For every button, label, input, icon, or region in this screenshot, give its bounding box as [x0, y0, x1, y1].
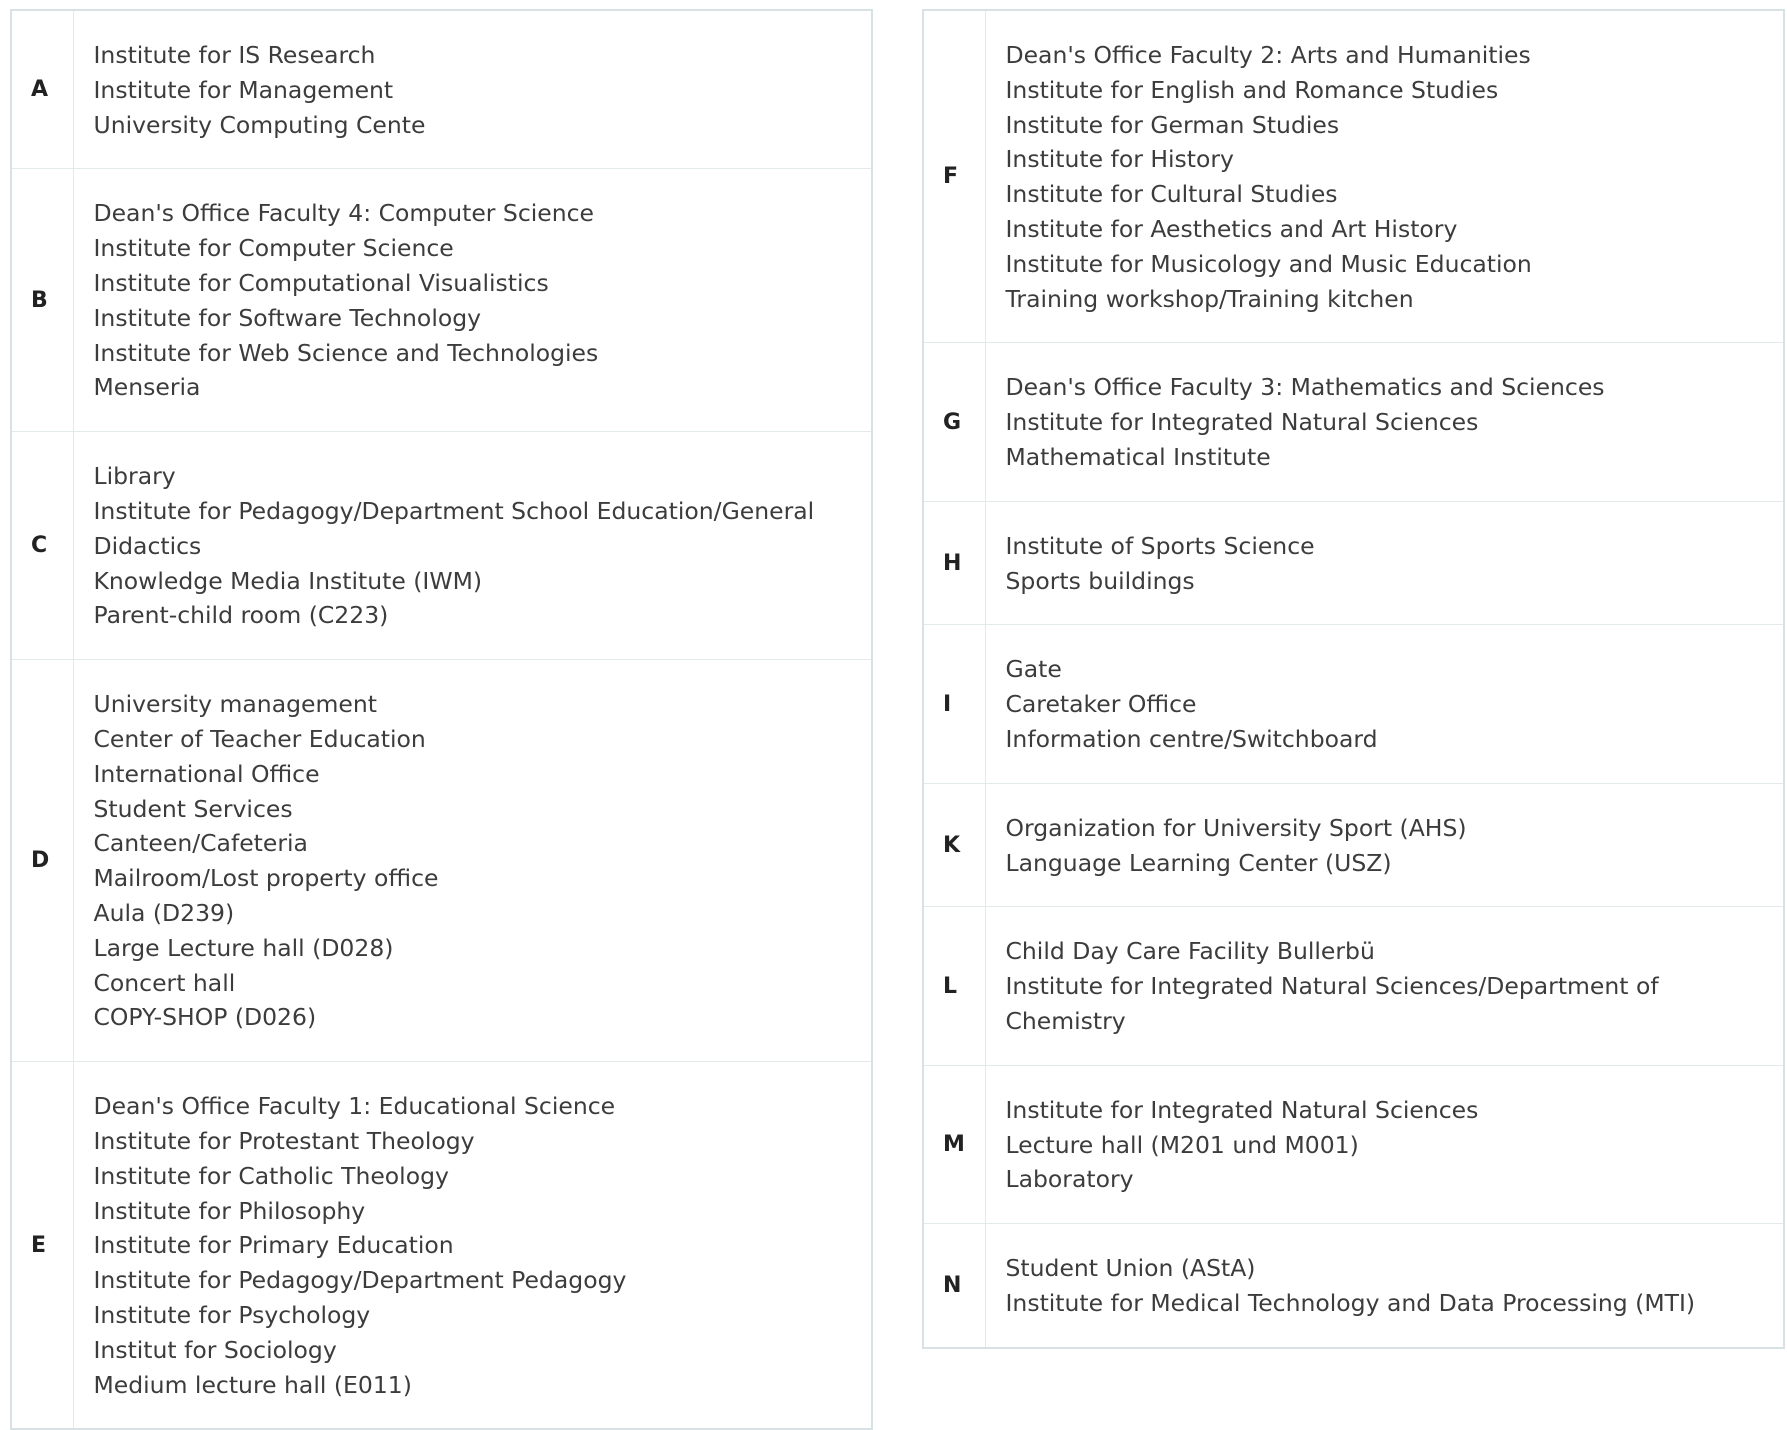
facility-item: Institute for English and Romance Studies [1005, 75, 1499, 104]
facility-item: Institute for Computer Science [93, 234, 454, 263]
facility-item: Student Union (AStA) [1005, 1254, 1256, 1283]
facility-item: Aula (D239) [93, 898, 235, 927]
building-facilities [73, 660, 872, 1062]
facility-item: Institute for Aesthetics and Art History [1005, 214, 1458, 243]
building-row-g [923, 343, 1784, 501]
facility-item: Canteen/Cafeteria [93, 829, 308, 858]
facility-item: Institute for German Studies [1005, 110, 1340, 139]
facility-item: Institute for History [1005, 145, 1234, 174]
building-letter: G [923, 343, 985, 501]
facility-item: Institute for Integrated Natural Sciences [1005, 408, 1479, 437]
building-facilities [73, 432, 872, 660]
building-facilities [73, 10, 872, 169]
building-rows-left [11, 10, 872, 1429]
facility-item: Institute for Management [93, 75, 394, 104]
facility-item: Caretaker Office [1005, 690, 1197, 719]
building-row-a [11, 10, 872, 169]
facility-item: Institute for Web Science and Technologies [93, 338, 599, 367]
facility-item: Center of Teacher Education [93, 724, 426, 753]
facility-item: Mailroom/Lost property office [93, 864, 439, 893]
building-facilities [985, 343, 1784, 501]
facility-item: Student Services [93, 794, 293, 823]
facility-item: Language Learning Center (USZ) [1005, 848, 1392, 877]
facility-item: Information centre/Switchboard [1005, 724, 1378, 753]
building-facilities [985, 10, 1784, 343]
facility-item: Sports buildings [1005, 566, 1195, 595]
facility-item: COPY-SHOP (D026) [93, 1003, 317, 1032]
building-facilities [985, 783, 1784, 907]
facility-item: Institute for Medical Technology and Data Processing (MTI) [1005, 1288, 1696, 1317]
facility-item: Library [93, 462, 176, 491]
building-rows-right [923, 10, 1784, 1348]
facility-item: Large Lecture hall (D028) [93, 933, 394, 962]
building-facilities [985, 625, 1784, 783]
building-letter: C [11, 432, 73, 660]
facility-item: Dean's Office Faculty 4: Computer Science [93, 199, 595, 228]
building-facilities [985, 907, 1784, 1065]
building-letter: H [923, 501, 985, 625]
facility-item: Organization for University Sport (AHS) [1005, 813, 1467, 842]
facility-item: Institute for Primary Education [93, 1231, 454, 1260]
facility-item: Institut for Sociology [93, 1335, 337, 1364]
facility-item: Institute for Software Technology [93, 303, 482, 332]
facility-item: Concert hall [93, 968, 236, 997]
building-letter: A [11, 10, 73, 169]
facility-item: Institute for IS Research [93, 41, 376, 69]
facility-item: International Office [93, 759, 320, 788]
facility-item: Institute for Integrated Natural Sciences/Department of Chemistry [1005, 972, 1659, 1035]
building-row-h [923, 501, 1784, 625]
facility-item: Parent-child room (C223) [93, 601, 389, 630]
facility-item: Mathematical Institute [1005, 442, 1271, 471]
facility-item: Institute for Musicology and Music Education [1005, 249, 1532, 278]
building-row-b [11, 169, 872, 432]
building-letter: L [923, 907, 985, 1065]
facility-item: Institute for Psychology [93, 1300, 371, 1329]
facility-item: Institute of Sports Science [1005, 531, 1315, 560]
facility-item: Institute for Computational Visualistics [93, 268, 549, 297]
facility-item: Lecture hall (M201 und M001) [1005, 1130, 1359, 1159]
facility-item: Menseria [93, 373, 201, 402]
facility-item: Institute for Philosophy [93, 1196, 366, 1225]
facility-item: University management [93, 690, 377, 719]
facility-item: Institute for Pedagogy/Department School Education/General Didactics [93, 496, 815, 560]
building-row-k [923, 783, 1784, 907]
facility-item: Institute for Protestant Theology [93, 1126, 475, 1155]
building-row-l [923, 907, 1784, 1065]
facility-item: University Computing Cente [93, 110, 426, 139]
facility-item: Knowledge Media Institute (IWM) [93, 566, 483, 595]
building-row-i [923, 625, 1784, 783]
building-directory-left [10, 9, 873, 1430]
facility-item: Training workshop/Training kitchen [1005, 284, 1414, 313]
building-row-e [11, 1062, 872, 1430]
building-letter: E [11, 1062, 73, 1430]
building-letter: D [11, 660, 73, 1062]
facility-item: Laboratory [1005, 1165, 1134, 1194]
building-letter: K [923, 783, 985, 907]
building-facilities [985, 501, 1784, 625]
facility-item: Institute for Cultural Studies [1005, 180, 1338, 209]
building-facilities [73, 169, 872, 432]
building-row-f [923, 10, 1784, 343]
building-row-n [923, 1224, 1784, 1348]
building-letter: N [923, 1224, 985, 1348]
facility-item: Dean's Office Faculty 2: Arts and Humanities [1005, 41, 1531, 69]
building-directory-right [922, 9, 1785, 1349]
building-facilities [73, 1062, 872, 1430]
building-row-d [11, 660, 872, 1062]
building-letter: B [11, 169, 73, 432]
facility-item: Institute for Catholic Theology [93, 1161, 449, 1190]
building-facilities [985, 1224, 1784, 1348]
building-row-m [923, 1065, 1784, 1223]
facility-item: Dean's Office Faculty 1: Educational Science [93, 1092, 616, 1121]
facility-item: Institute for Integrated Natural Sciences [1005, 1095, 1479, 1124]
facility-item: Medium lecture hall (E011) [93, 1370, 412, 1399]
facility-item: Gate [1005, 655, 1062, 684]
facility-item: Institute for Pedagogy/Department Pedagogy [93, 1266, 627, 1295]
building-letter: M [923, 1065, 985, 1223]
facility-item: Child Day Care Facility Bullerbü [1005, 937, 1375, 966]
building-row-c [11, 432, 872, 660]
building-facilities [985, 1065, 1784, 1223]
building-letter: F [923, 10, 985, 343]
facility-item: Dean's Office Faculty 3: Mathematics and Sciences [1005, 373, 1605, 402]
building-letter: I [923, 625, 985, 783]
